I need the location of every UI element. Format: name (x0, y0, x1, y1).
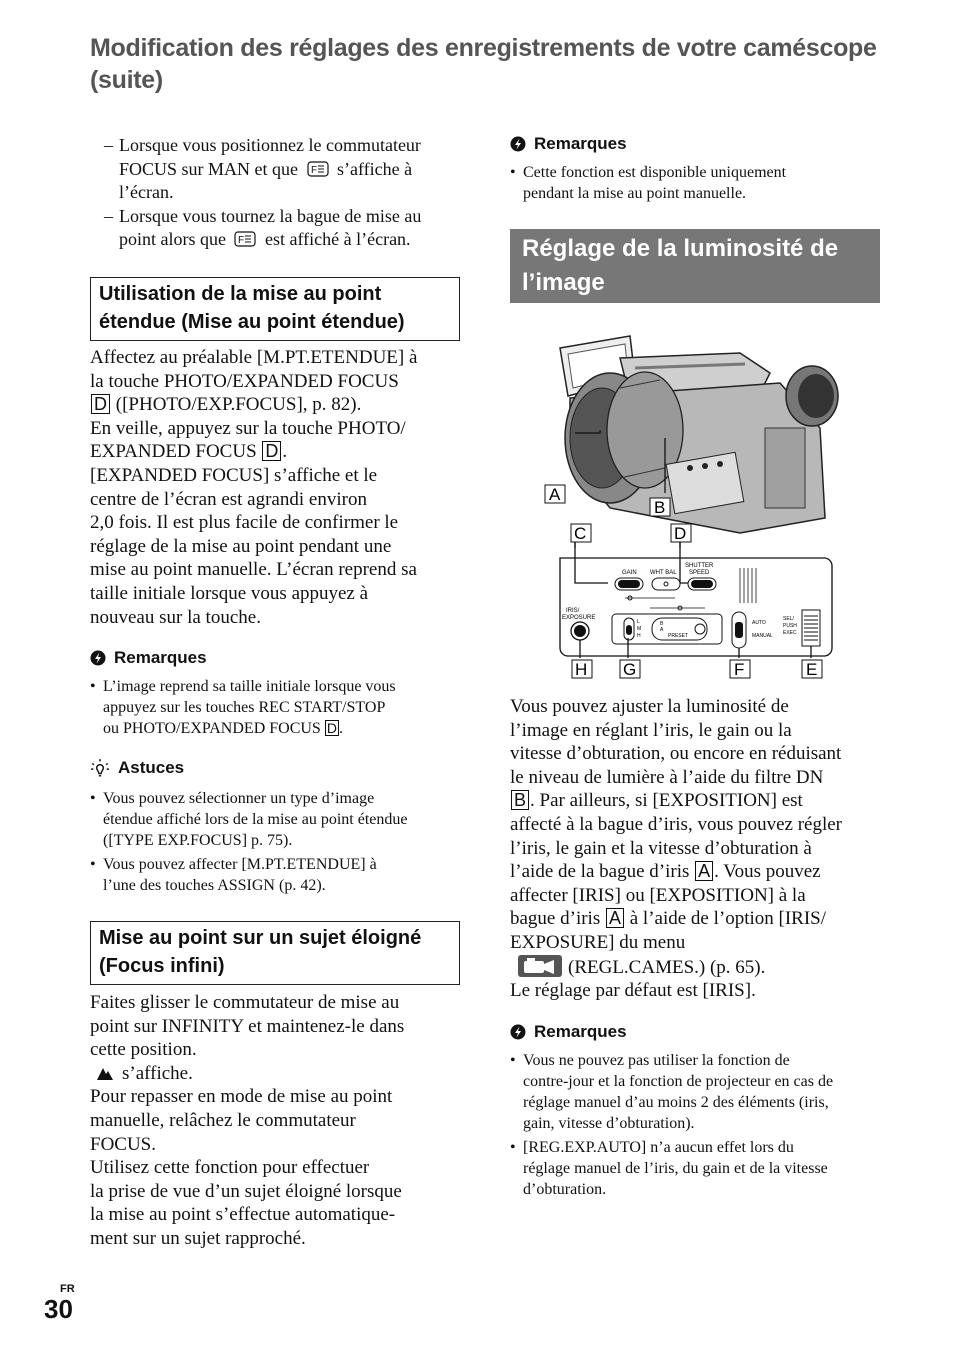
note-line: d’obturation. (523, 1181, 607, 1198)
note-line: réglage manuel d’au moins 2 des éléments (iris, (523, 1094, 829, 1111)
lightbulb-icon (90, 758, 110, 778)
wht-bal-label: WHT BAL (650, 570, 677, 576)
notes-block (90, 648, 470, 742)
dash: – (104, 135, 113, 155)
tips-list (90, 788, 470, 899)
tip-line: ([TYPE EXP.FOCUS] p. 75). (103, 832, 293, 849)
body-line: l’image en réglant l’iris, le gain ou la (510, 719, 792, 741)
section-heading-infinity-focus (90, 921, 460, 985)
period: . (338, 720, 343, 737)
callout-f-label: F (734, 660, 745, 679)
callout-h-label: H (575, 660, 588, 679)
dash-text: Lorsque vous positionnez le commutateur (119, 135, 421, 155)
callout-g-label: G (623, 660, 637, 679)
dash-text: point alors que (119, 229, 226, 249)
dash-item (90, 205, 470, 252)
note-line: pendant la mise au point manuelle. (523, 185, 747, 202)
body-line: . Par ailleurs, si [EXPOSITION] est (530, 790, 803, 812)
key-d-label: D (262, 441, 281, 461)
bullet: • (90, 856, 96, 873)
body-line: (REGL.CAMES.) (p. 65). (568, 956, 766, 978)
note-line: ou PHOTO/EXPANDED FOCUS (103, 720, 321, 737)
body-line: En veille, appuyez sur la touche PHOTO/ (90, 417, 406, 439)
notes-heading (510, 1022, 890, 1042)
dash-text: est affiché à l’écran. (264, 229, 411, 249)
body-line: affecter [IRIS] ou [EXPOSITION] à la (510, 884, 806, 906)
callout-a-label: A (549, 485, 561, 504)
shutter-label: SHUTTER (685, 563, 714, 569)
body-line: nouveau sur la touche. (90, 606, 261, 628)
tip-line: l’une des touches ASSIGN (p. 42). (103, 877, 326, 894)
notes-heading-text: Remarques (534, 134, 627, 153)
body-line: réglage de la mise au point pendant une (90, 535, 392, 557)
body-line: ([PHOTO/EXP.FOCUS], p. 82). (115, 394, 362, 416)
body-line: EXPANDED FOCUS (90, 441, 257, 463)
body-line: bague d’iris (510, 908, 601, 930)
body-line: Utilisez cette fonction pour effectuer (90, 1157, 370, 1179)
body-line: EXPOSURE] du menu (510, 931, 686, 953)
list-item (510, 1050, 890, 1134)
exec-label: EXEC (783, 630, 797, 636)
focus-magnifier-icon (234, 231, 256, 247)
gain-label: GAIN (622, 570, 637, 576)
sel-label: SEL/ (783, 616, 794, 622)
notes-heading-text: Remarques (114, 648, 207, 667)
body-line: Faites glisser le commutateur de mise au (90, 992, 400, 1013)
body-line: Affectez au préalable [M.PT.ETENDUE] à (90, 347, 418, 368)
heading-line: l’image (522, 269, 605, 296)
body-line: l’iris, le gain et la vitesse d’obturation à (510, 837, 812, 859)
b-label: B (660, 621, 664, 627)
body-line: Le réglage par défaut est [IRIS]. (510, 980, 756, 1002)
l-label: L (637, 619, 640, 625)
note-line: contre-jour et la fonction de projecteur en cas de (523, 1073, 834, 1090)
body-line: manuelle, relâchez le commutateur (90, 1109, 356, 1131)
body-line: la touche PHOTO/EXPANDED FOCUS (90, 370, 399, 392)
note-line: [REG.EXP.AUTO] n’a aucun effet lors du (523, 1139, 794, 1156)
callout-d-label: D (674, 524, 687, 543)
list-item (510, 162, 890, 204)
body-line: affecté à la bague d’iris, vous pouvez régler (510, 813, 842, 835)
dash-item (90, 134, 470, 205)
svg-text:F: F (238, 235, 245, 246)
period: . (282, 441, 288, 463)
heading-line: étendue (Mise au point étendue) (99, 311, 405, 333)
note-line: L’image reprend sa taille initiale lorsque vous (103, 678, 396, 695)
speed-label: SPEED (689, 570, 710, 576)
body-line: mise au point manuelle. L’écran reprend sa (90, 559, 417, 581)
bullet: • (510, 1139, 516, 1156)
notes-top-block (510, 134, 890, 207)
body-line: le niveau de lumière à l’aide du filtre DN (510, 766, 824, 788)
camcorder-body (560, 336, 838, 533)
body-line: . Vous pouvez (714, 861, 821, 883)
camera-settings-menu-icon (518, 955, 562, 977)
mountain-icon (96, 1065, 114, 1081)
section-body-infinity-focus (90, 991, 465, 1251)
key-d-label: D (326, 720, 337, 736)
bullet: • (90, 790, 96, 807)
manual-label: MANUAL (752, 633, 773, 639)
section-heading-brightness (510, 229, 880, 303)
dash-text: Lorsque vous tournez la bague de mise au (119, 205, 422, 226)
key-a-label: A (695, 861, 713, 881)
note-icon (510, 1024, 526, 1040)
page-number: 30 (44, 1294, 73, 1324)
notes-bottom-block (510, 1022, 890, 1203)
auto-label: AUTO (752, 620, 766, 626)
a-label: A (660, 627, 664, 633)
section-body-brightness (510, 695, 890, 1003)
list-item (90, 676, 470, 739)
body-line: vitesse d’obturation, ou encore en réduisant (510, 743, 842, 765)
bullet: • (90, 678, 96, 695)
heading-line: Mise au point sur un sujet éloigné (99, 927, 422, 949)
body-line: la prise de vue d’un sujet éloigné lorsque (90, 1180, 402, 1202)
camcorder-diagram (540, 318, 840, 688)
bullet: • (510, 164, 516, 181)
section-heading-expanded-focus (90, 277, 460, 341)
body-line: Pour repasser en mode de mise au point (90, 1086, 393, 1108)
preset-label: PRESET (668, 633, 689, 639)
note-line: appuyez sur les touches REC START/STOP (103, 699, 386, 716)
tips-heading (90, 758, 470, 778)
heading-line: Utilisation de la mise au point (99, 283, 382, 305)
heading-line: Réglage de la luminosité de (522, 235, 839, 262)
tips-heading-text: Astuces (118, 758, 185, 777)
dash-text: s’affiche à (337, 158, 413, 179)
body-line: FOCUS. (90, 1133, 156, 1155)
iris-label: IRIS/ (566, 608, 580, 614)
exposure-label: EXPOSURE (562, 615, 596, 621)
push-label: PUSH (783, 623, 797, 629)
body-line: Vous pouvez ajuster la luminosité de (510, 696, 789, 717)
language-tag: FR (60, 1283, 75, 1295)
body-line: l’aide de la bague d’iris (510, 861, 690, 883)
tip-line: Vous pouvez sélectionner un type d’image (103, 790, 375, 807)
list-item (90, 854, 470, 896)
body-line: s’affiche. (122, 1062, 193, 1084)
notes-heading (90, 648, 470, 668)
body-line: 2,0 fois. Il est plus facile de confirmer le (90, 512, 399, 534)
control-panel (560, 542, 832, 656)
body-line: à l’aide de l’option [IRIS/ (629, 908, 827, 930)
tip-line: Vous pouvez affecter [M.PT.ETENDUE] à (103, 856, 377, 873)
dash-text: l’écran. (119, 182, 174, 202)
heading-line: (Focus infini) (99, 955, 225, 977)
note-icon (510, 136, 526, 152)
note-line: réglage manuel de l’iris, du gain et de la vitesse (523, 1160, 828, 1177)
tip-line: étendue affiché lors de la mise au point étendue (103, 811, 408, 828)
body-line: taille initiale lorsque vous appuyez à (90, 582, 369, 604)
note-line: Cette fonction est disponible uniquement (523, 164, 787, 181)
dash-list (90, 134, 470, 252)
note-line: gain, vitesse d’obturation). (523, 1115, 695, 1132)
focus-magnifier-icon (307, 161, 329, 177)
h-label: H (637, 633, 641, 639)
page-title: Modification des réglages des enregistrements de votre caméscope (suite) (90, 34, 877, 94)
key-a-label: A (606, 908, 624, 928)
body-line: [EXPANDED FOCUS] s’affiche et le (90, 464, 378, 486)
section-body-expanded-focus (90, 346, 465, 629)
key-d-label: D (91, 394, 110, 414)
notes-heading-text: Remarques (534, 1022, 627, 1041)
callout-c-label: C (574, 524, 587, 543)
body-line: centre de l’écran est agrandi environ (90, 488, 367, 510)
note-icon (90, 650, 106, 666)
body-line: la mise au point s’effectue automatique- (90, 1204, 396, 1226)
bullet: • (510, 1052, 516, 1069)
tips-block (90, 758, 470, 778)
callout-e-label: E (806, 660, 818, 679)
callout-b-label: B (654, 498, 666, 517)
dash: – (104, 205, 113, 226)
svg-text:F: F (310, 164, 317, 176)
notes-heading (510, 134, 890, 154)
body-line: point sur INFINITY et maintenez-le dans (90, 1015, 405, 1037)
note-line: Vous ne pouvez pas utiliser la fonction de (523, 1052, 790, 1069)
list-item (510, 1137, 890, 1200)
m-label: M (637, 626, 642, 632)
dash-text: FOCUS sur MAN et que (119, 158, 299, 179)
list-item (90, 788, 470, 851)
body-line: ment sur un sujet rapproché. (90, 1227, 306, 1249)
body-line: cette position. (90, 1039, 197, 1061)
key-b-label: B (511, 790, 529, 810)
